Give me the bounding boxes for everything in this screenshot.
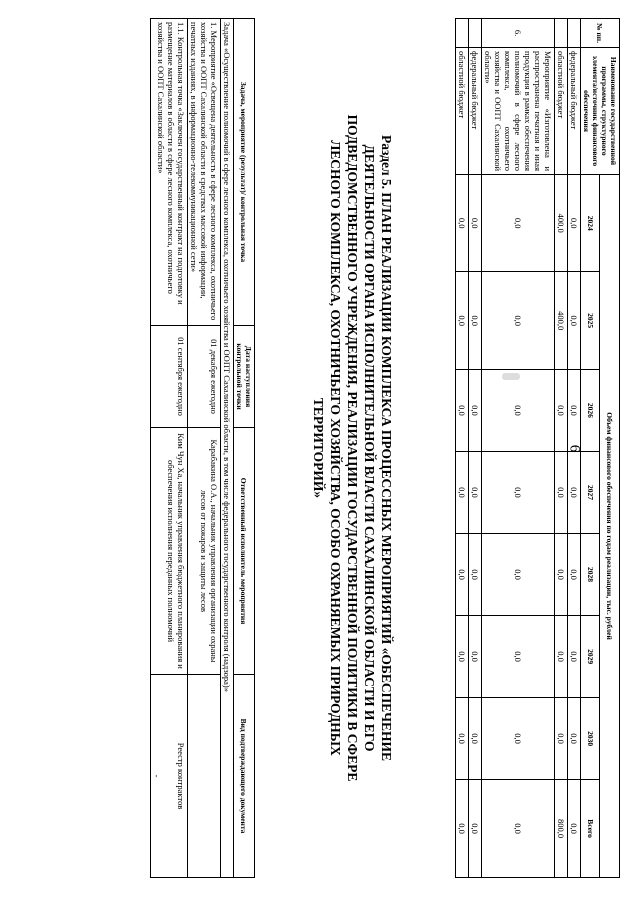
table-row: 1. Мероприятие «Освещена деятельность в сфере лесного комплекса, охотничьего хозяйства и ООПТ Сахалинской области в средствах массовой информации, печатных изданиях, в информационно-телекоммуникационной сети» 01 декабря ежегодно Карабакина О.А., начальник управления организации охраны лесов от пожаров и защиты лесов [188,19,221,878]
dash: - [152,774,162,778]
table-row: федеральный бюджет 0,0 0,0 0,0 0,0 0,0 0,0 0,0 0,0 [568,19,581,878]
col-date: Дата наступления контрольной точки [234,326,255,428]
page-number: 6 [566,444,583,453]
col-total: Всего [581,780,601,878]
col-doc: Вид подтверждающего документа [234,675,255,878]
doc-type: Реестр контрактов [176,742,186,810]
col-year: 2026 [581,369,601,451]
table-row: областной бюджет 400,0 400,0 0,0 0,0 0,0 0,0 0,0 800,0 [555,19,568,878]
rotated-page [15,18,625,898]
table-row: 1.1. Контрольная точка «Заключен государственный контракт на подготовку и размещение материалов в области в сфере лесного комплекса, охотничьего хозяйства и ООПТ Сахалинской области» 01 сентября ежегодно Ким Чун Ха, начальник управления бюджетного планирования и обеспечения исполнения переданных полномочий Реестр контрактов - [151,19,188,878]
section-title: Раздел 5. ПЛАН РЕАЛИЗАЦИИ КОМПЛЕКСА ПРОЦЕССНЫХ МЕРОПРИЯТИЙ «ОБЕСПЕЧЕНИЕ ДЕЯТЕЛЬНОСТИ ОРГАНА ИСПОЛНИТЕЛЬНОЙ ВЛАСТИ САХАЛИНСКОЙ ОБЛАСТИ И ЕГО ПОДВЕДОМСТВЕННОГО УЧРЕЖДЕНИЯ, РЕАЛИЗАЦИИ ГОСУДАРСТВЕННОЙ ПОЛИТИКИ В СФЕРЕ ЛЕСНОГО КОМПЛЕКСА, ОХОТНИЧЬЕГО ХОЗЯЙСТВА, ОСОБО ОХРАНЯЕМЫХ ПРИРОДНЫХ ТЕРРИТОРИЙ» [311,114,394,782]
col-year: 2025 [581,272,601,369]
col-task: Задача, мероприятие (результат)/ контрольная точка [234,19,255,326]
col-name: Наименование государственной программы, структурного элемента/источник финансового обеспечения [581,48,620,175]
col-year: 2028 [581,534,601,616]
table-row: 6. Мероприятие «Изготовлена и распространена печатная и иная продукция в рамках обеспечения полномочий в сфере лесного комплекса, охотничьего хозяйства и ООПТ Сахалинской области» 0,0 0,0 0,0 0,0 0,0 0,0 0,0 0,0 [482,19,555,878]
col-year: 2027 [581,451,601,533]
task-row: Задача «Осуществление полномочий в сфере лесного комплекса, охотничьего хозяйства и ООПТ Сахалинской области, в том числе федерального государственного контроля (надзора)» [221,19,234,878]
col-year: 2024 [581,175,601,272]
plan-table [150,18,255,878]
col-group: Объем финансового обеспечения по годам реализации, тыс. рублей [600,175,620,878]
table-row: федеральный бюджет 0,0 0,0 0,0 0,0 0,0 0,0 0,0 0,0 [469,19,482,878]
table-row: областной бюджет 0,0 0,0 0,0 0,0 0,0 0,0 0,0 0,0 [456,19,469,878]
col-responsible: Ответственный исполнитель мероприятия [234,428,255,675]
col-num: № пп. [581,19,620,48]
financing-table [455,18,620,878]
col-year: 2029 [581,616,601,698]
col-year: 2030 [581,698,601,780]
